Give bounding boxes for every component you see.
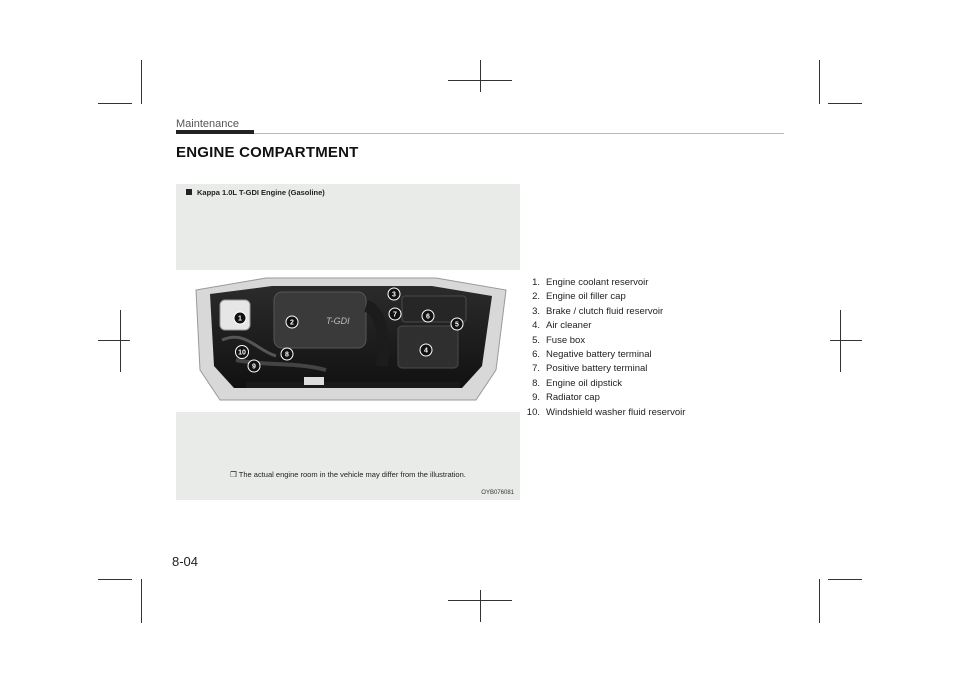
- engine-illustration: [176, 270, 520, 412]
- list-item: 5. Fuse box: [532, 334, 586, 346]
- svg-text:5: 5: [455, 321, 459, 329]
- callout-2: [286, 316, 298, 328]
- svg-text:7: 7: [393, 311, 397, 319]
- callout-1: [234, 312, 246, 324]
- figure-caption-text: Kappa 1.0L T-GDI Engine (Gasoline): [197, 188, 325, 197]
- page-title: ENGINE COMPARTMENT: [176, 144, 359, 161]
- list-item: 8. Engine oil dipstick: [532, 377, 623, 389]
- engine-figure: [176, 184, 520, 500]
- list-item: 10. Windshield washer fluid reservoir: [526, 406, 686, 418]
- list-item: 7. Positive battery terminal: [532, 363, 648, 375]
- list-item: 3. Brake / clutch fluid reservoir: [532, 305, 664, 317]
- callout-10: [236, 346, 249, 359]
- page-number: 8-04: [172, 554, 199, 569]
- figure-code: OYB076081: [481, 490, 514, 496]
- svg-text:3: 3: [392, 291, 396, 299]
- latch-label-shape: [304, 377, 324, 385]
- callout-8: [281, 348, 293, 360]
- engine-drawing: [176, 270, 520, 412]
- list-item: 6. Negative battery terminal: [532, 349, 652, 361]
- square-bullet-icon: [186, 189, 192, 195]
- callout-7: [389, 308, 401, 320]
- svg-text:8: 8: [285, 351, 289, 359]
- section-rule: [254, 133, 784, 134]
- svg-text:2: 2: [290, 319, 294, 327]
- list-item: 2. Engine oil filler cap: [532, 291, 626, 303]
- callout-5: [451, 318, 463, 330]
- svg-text:9: 9: [252, 363, 256, 371]
- svg-text:6: 6: [426, 313, 430, 321]
- front-crossmember-shape: [246, 382, 460, 388]
- figure-caption: [186, 188, 325, 197]
- parts-list: [516, 276, 685, 420]
- section-underline: [176, 130, 254, 134]
- figure-note: ❒ The actual engine room in the vehicle may differ from the illustration.: [230, 470, 466, 479]
- list-item: 4. Air cleaner: [532, 320, 592, 332]
- callout-4: [420, 344, 432, 356]
- callout-3: [388, 288, 400, 300]
- section-label: Maintenance: [176, 118, 239, 130]
- svg-text:4: 4: [424, 347, 428, 355]
- svg-text:10: 10: [238, 349, 246, 357]
- list-item: 9. Radiator cap: [532, 392, 600, 404]
- callout-9: [248, 360, 260, 372]
- list-item: 1. Engine coolant reservoir: [532, 277, 649, 288]
- svg-text:1: 1: [238, 315, 242, 323]
- engine-badge: T-GDI: [326, 316, 350, 326]
- callout-6: [422, 310, 434, 322]
